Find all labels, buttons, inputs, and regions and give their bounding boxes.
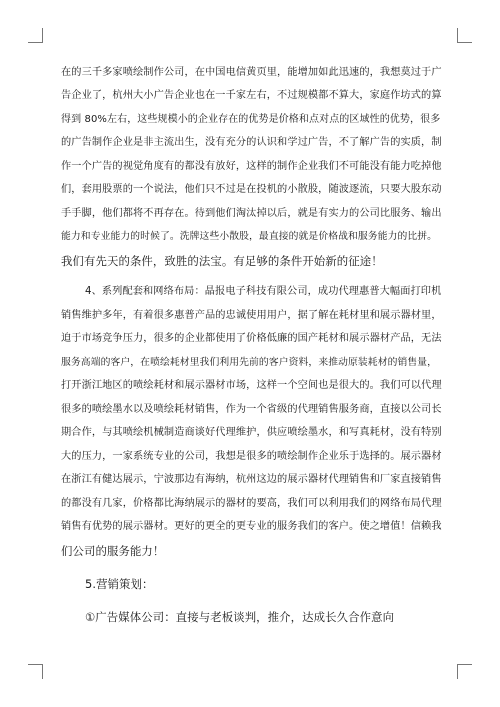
text-line: 的广告制作企业是非主流出生，没有充分的认识和学过广告，不了解广告的实质，制 (61, 137, 442, 148)
text-line: 在的三千多家喷绘制作公司，在中国电信黄页里，能增加如此迅速的，我想莫过于广 (61, 67, 442, 78)
text-line: 们，套用股票的一个说法，他们只不过是在投机的小散股，随波逐流，只要大股东动 (61, 184, 442, 195)
text-line: 我们有先天的条件，致胜的法宝。有足够的条件开始新的征途！ (61, 254, 383, 268)
text-line: 期合作，与其喷绘机械制造商谈好代理维护，供应喷绘墨水，和写真耗材，没有特别 (61, 427, 442, 438)
text-line: 告企业了，杭州大小广告企业也在一千家左右，不过规模都不算大，家庭作坊式的算 (61, 90, 442, 101)
list-item: ①广告媒体公司：直接与老板谈判，推介，达成长久合作意向 (85, 610, 395, 624)
text-line: 4、系列配套和网络布局：晶报电子科技有限公司，成功代理惠普大幅面打印机 (85, 286, 442, 297)
text-line: 作一个广告的视觉角度有的都没有放好，这样的制作企业我们不可能没有能力吃掉他 (61, 161, 442, 172)
text-line: 很多的喷绘墨水以及喷绘耗材销售，作为一个省级的代理销售服务商，直接以公司长 (61, 404, 442, 415)
text-line: 们公司的服务能力！ (61, 544, 165, 558)
text-line: 在浙江有健达展示，宁波那边有海纳，杭州这边的展示器材代理销售和厂家直接销售 (61, 474, 442, 485)
crop-mark-top-right (457, 28, 472, 43)
text-line: 服务高端的客户，在喷绘耗材里我们利用先前的客户资料，来推动原装耗材的销售量， (61, 357, 438, 368)
text-line: 手手脚，他们都将不再存在。待到他们淘汰掉以后，就是有实力的公司比服务、输出 (61, 208, 442, 219)
text-line: 能力和专业能力的时候了。洗牌这些小散股，最直接的就是价格战和服务能力的比拼。 (61, 231, 438, 242)
section-heading: 5.营销策划： (85, 577, 154, 591)
crop-mark-top-left (28, 28, 43, 43)
text-line: 打开浙江地区的喷绘耗材和展示器材市场，这样一个空间也是很大的。我们可以代理 (61, 380, 442, 391)
crop-mark-bottom-right (457, 664, 472, 679)
text-line: 销售有优势的展示器材。更好的更全的更专业的服务我们的客户。使之增值！信赖我 (61, 521, 442, 532)
text-line: 迫于市场竞争压力，很多的企业都使用了价格低廉的国产耗材和展示器材产品，无法 (61, 333, 442, 344)
text-line: 的都没有几家，价格都比海纳展示的器材的要高，我们可以利用我们的网络布局代理 (61, 498, 442, 509)
text-line: 得到 80%左右，这些规模小的企业存在的优势是价格和点对点的区域性的优势，很多 (61, 114, 441, 125)
text-line: 销售维护多年，有着很多惠普产品的忠诚使用用户，据了解在耗材里和展示器材里， (61, 310, 442, 321)
crop-mark-bottom-left (28, 664, 43, 679)
text-line: 大的压力，一家系统专业的公司，我想是很多的喷绘制作企业乐于选择的。展示器材 (61, 451, 442, 462)
